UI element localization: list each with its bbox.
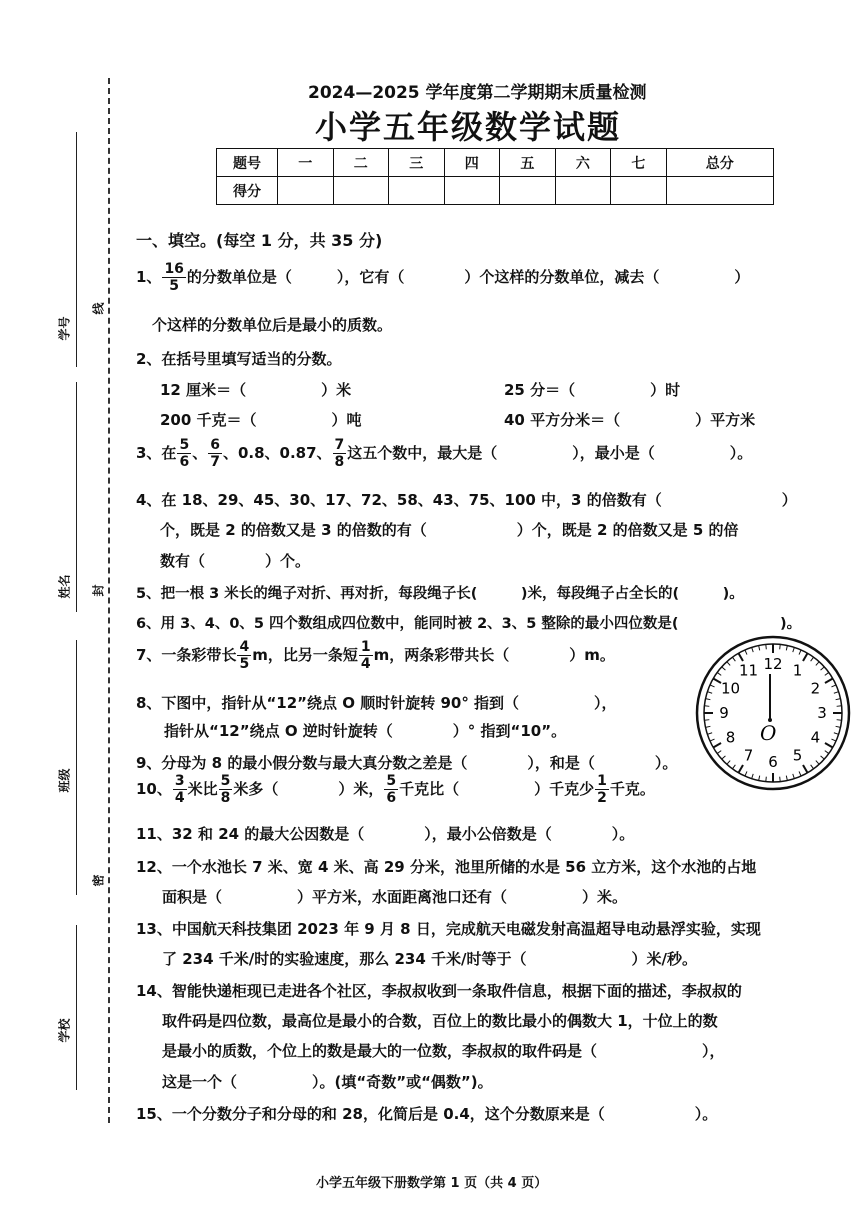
clock-tick: [759, 776, 760, 781]
clock-tick: [825, 743, 833, 748]
q10-fraction-3: $\frac{5}{6}$: [386, 773, 397, 806]
clock-number: 12: [763, 655, 783, 673]
exam-title: 小学五年级数学试题: [315, 108, 622, 146]
clock-tick: [727, 761, 730, 765]
question-4-line-2: 个，既是 2 的倍数又是 3 的倍数的有（ ）个，既是 2 的倍数又是 5 的倍: [160, 521, 739, 539]
question-14-line-4: 这是一个（ ）。(填“奇数”或“偶数”)。: [162, 1073, 493, 1091]
clock-tick: [739, 653, 744, 661]
q7-tail: m，两条彩带共长（ ）m。: [373, 646, 615, 664]
clock-tick: [739, 765, 744, 773]
clock-tick: [766, 644, 767, 649]
clock-tick: [745, 771, 747, 776]
score-cell[interactable]: [666, 177, 773, 205]
q3-fraction-1: $\frac{5}{6}$: [179, 437, 190, 470]
clock-tick: [786, 646, 787, 651]
clock-tick: [821, 667, 825, 670]
q2-item-d: 40 平方分米＝（ ）平方米: [504, 411, 756, 429]
school-underline: [76, 925, 77, 1090]
question-1: [136, 262, 749, 293]
clock-tick: [831, 685, 836, 687]
q10-prefix: 10、: [136, 780, 172, 798]
score-table: [216, 148, 774, 205]
score-cell[interactable]: [444, 177, 500, 205]
student-id-label: 学号: [57, 316, 72, 341]
clock-tick: [745, 650, 747, 655]
name-underline: [76, 382, 77, 612]
q1-text: 的分数单位是（ ），它有（ ）个这样的分数单位，减去（ ）: [186, 268, 750, 286]
clock-number: 3: [817, 704, 827, 722]
clock-tick: [713, 679, 721, 684]
line-mark: 线: [91, 302, 106, 315]
clock-tick: [752, 774, 754, 779]
clock-tick: [759, 646, 760, 651]
clock-tick: [713, 743, 721, 748]
question-5: 5、把一根 3 米长的绳子对折、再对折，每段绳子长( )米，每段绳子占全长的( )。: [136, 586, 744, 602]
q3-tail: 这五个数中，最大是（ ），最小是（ ）。: [347, 444, 753, 462]
clock-number: 5: [792, 746, 803, 765]
clock-tick: [836, 699, 841, 700]
clock-tick: [803, 653, 808, 661]
q3-sep: 、: [192, 444, 208, 462]
question-4: 4、在 18、29、45、30、17、72、58、43、75、100 中，3 的倍数有（ ）: [136, 491, 797, 509]
score-header-cell: 三: [389, 149, 445, 177]
page-footer: 小学五年级下册数学第 1 页（共 4 页）: [316, 1176, 548, 1191]
question-9: 9、分母为 8 的最小假分数与最大真分数之差是（ ），和是（ ）。: [136, 754, 678, 772]
q3-fraction-2: $\frac{6}{7}$: [210, 437, 220, 470]
clock-tick: [717, 672, 721, 675]
q3-fraction-3: $\frac{7}{8}$: [334, 437, 345, 470]
exam-subtitle: 2024—2025 学年度第二学期期末质量检测: [308, 83, 647, 103]
question-10: [136, 774, 655, 805]
clock-tick: [799, 650, 801, 655]
q10-fraction-1: $\frac{3}{4}$: [174, 773, 185, 806]
question-12: 12、一个水池长 7 米、宽 4 米、高 29 分米，池里所储的水是 56 立方米，这个水池的占地: [136, 858, 757, 876]
clock-tick: [793, 647, 795, 652]
clock-number: 7: [743, 746, 754, 765]
clock-tick: [704, 720, 709, 721]
clock-tick: [752, 647, 754, 652]
question-13-line-2: 了 234 千米/时的实验速度，那么 234 千米/时等于（ ）米/秒。: [162, 950, 697, 968]
question-8-line-2: 指针从“12”绕点 O 逆时针旋转（ ）° 指到“10”。: [164, 722, 567, 740]
class-underline: [76, 640, 77, 895]
q7-mid: m，比另一条短: [252, 646, 358, 664]
clock-tick: [836, 726, 841, 727]
clock-tick: [834, 692, 839, 694]
question-8: 8、下图中，指针从“12”绕点 O 顺时针旋转 90° 指到（ ），: [136, 694, 617, 712]
clock-figure: [694, 634, 852, 792]
clock-tick: [766, 777, 767, 782]
name-label: 姓名: [57, 574, 72, 599]
seal-mark: 封: [91, 584, 106, 597]
clock-tick: [803, 765, 808, 773]
score-cell[interactable]: [611, 177, 667, 205]
q3-mid: 、0.8、0.87、: [222, 444, 332, 462]
q10-text-1: 米比: [187, 780, 218, 798]
clock-tick: [831, 739, 836, 741]
clock-number: 6: [768, 753, 778, 771]
question-15: 15、一个分数分子和分母的和 28，化简后是 0.4，这个分数原来是（ ）。: [136, 1105, 718, 1123]
clock-number: 4: [810, 728, 821, 747]
score-cell[interactable]: [555, 177, 611, 205]
q10-text-4: 千克。: [609, 780, 655, 798]
clock-tick: [786, 776, 787, 781]
clock-tick: [732, 657, 735, 661]
clock-tick: [732, 765, 735, 769]
score-header-cell: 一: [278, 149, 334, 177]
clock-number: 1: [792, 661, 803, 680]
score-row-label: 得分: [217, 177, 278, 205]
q3-prefix: 3、在: [136, 444, 177, 462]
score-header-cell: 七: [611, 149, 667, 177]
score-cell[interactable]: [333, 177, 389, 205]
score-header-cell: 总分: [666, 149, 773, 177]
class-label: 班级: [57, 768, 72, 793]
question-6: 6、用 3、4、0、5 四个数组成四位数中，能同时被 2、3、5 整除的最小四位数是( )。: [136, 616, 802, 632]
clock-tick: [710, 685, 715, 687]
clock-center-label: O: [760, 721, 777, 745]
clock-tick: [780, 644, 781, 649]
question-1-continued: 个这样的分数单位后是最小的质数。: [152, 316, 393, 334]
score-header-cell: 四: [444, 149, 500, 177]
clock-tick: [722, 756, 726, 759]
clock-tick: [706, 699, 711, 700]
clock-tick: [811, 657, 814, 661]
score-header-cell: 六: [555, 149, 611, 177]
question-3: [136, 438, 752, 469]
clock-tick: [722, 667, 726, 670]
score-cell[interactable]: [500, 177, 556, 205]
school-label: 学校: [57, 1018, 72, 1043]
clock-tick: [793, 774, 795, 779]
sealed-mark: 密: [91, 874, 106, 887]
q7-prefix: 7、一条彩带长: [136, 646, 237, 664]
clock-tick: [704, 706, 709, 707]
clock-tick: [837, 706, 842, 707]
clock-tick: [710, 739, 715, 741]
question-4-line-3: 数有（ ）个。: [160, 552, 311, 570]
clock-tick: [727, 662, 730, 666]
clock-tick: [821, 756, 825, 759]
q10-text-2: 米多（ ）米，: [233, 780, 384, 798]
clock-number: 10: [721, 679, 741, 698]
question-13: 13、中国航天科技集团 2023 年 9 月 8 日，完成航天电磁发射高温超导电动悬浮实验，实现: [136, 920, 761, 938]
clock-tick: [825, 679, 833, 684]
q7-fraction-1: $\frac{4}{5}$: [239, 639, 250, 672]
score-header-cell: 五: [500, 149, 556, 177]
clock-tick: [825, 751, 829, 754]
clock-tick: [816, 662, 819, 666]
score-header-cell: 二: [333, 149, 389, 177]
clock-number: 11: [738, 661, 759, 680]
clock-number: 9: [719, 704, 729, 722]
score-cell[interactable]: [389, 177, 445, 205]
clock-tick: [825, 672, 829, 675]
clock-tick: [707, 733, 712, 735]
clock-tick: [717, 751, 721, 754]
question-14-line-3: 是最小的质数，个位上的数是最大的一位数，李叔叔的取件码是（ ），: [162, 1042, 725, 1060]
clock-tick: [706, 726, 711, 727]
binding-dashed-line: [108, 78, 110, 1123]
clock-tick: [707, 692, 712, 694]
question-7: [136, 640, 615, 671]
q2-item-c: 200 千克＝（ ）吨: [160, 411, 362, 429]
q2-item-a: 12 厘米＝（ ）米: [160, 381, 352, 399]
clock-tick: [811, 765, 814, 769]
question-14-line-2: 取件码是四位数，最高位是最小的合数，百位上的数比最小的偶数大 1，十位上的数: [162, 1012, 718, 1030]
student-id-underline: [76, 132, 77, 367]
q7-fraction-2: $\frac{1}{4}$: [360, 639, 371, 672]
q1-fraction: $\frac{16}{5}$: [164, 261, 184, 294]
section-heading: 一、填空。(每空 1 分，共 35 分): [136, 231, 383, 250]
q10-text-3: 千克比（ ）千克少: [399, 780, 595, 798]
clock-tick: [837, 720, 842, 721]
q1-number: 1、: [136, 268, 162, 286]
question-11: 11、32 和 24 的最大公因数是（ ），最小公倍数是（ ）。: [136, 825, 635, 843]
q2-item-b: 25 分＝（ ）时: [504, 381, 681, 399]
question-12-line-2: 面积是（ ）平方米，水面距离池口还有（ ）米。: [162, 888, 628, 906]
q10-fraction-4: $\frac{1}{2}$: [597, 773, 607, 806]
q10-fraction-2: $\frac{5}{8}$: [220, 773, 231, 806]
clock-tick: [816, 761, 819, 765]
score-cell[interactable]: [278, 177, 334, 205]
clock-tick: [834, 733, 839, 735]
score-header-cell: 题号: [217, 149, 278, 177]
clock-tick: [799, 771, 801, 776]
clock-number: 2: [810, 679, 821, 698]
question-14: 14、智能快递柜现已走进各个社区，李叔叔收到一条取件信息，根据下面的描述，李叔叔的: [136, 982, 742, 1000]
clock-tick: [780, 777, 781, 782]
question-2: 2、在括号里填写适当的分数。: [136, 350, 342, 368]
clock-number: 8: [725, 728, 736, 747]
